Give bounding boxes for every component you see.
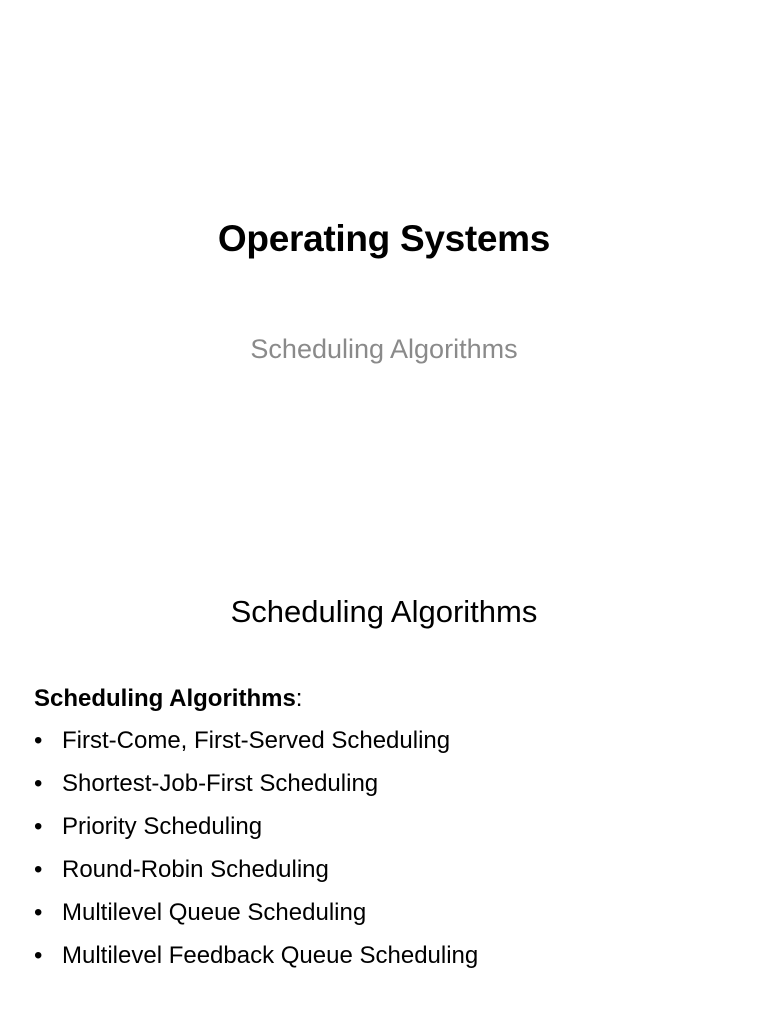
list-item — [34, 762, 748, 805]
bullet-icon: • — [34, 942, 43, 969]
content-body — [34, 677, 748, 977]
slide-title: Operating Systems — [217, 218, 551, 259]
list-item — [34, 934, 748, 977]
bullet-icon: • — [34, 727, 43, 754]
content-heading-colon: : — [295, 685, 303, 712]
content-heading — [34, 677, 748, 719]
bullet-icon: • — [34, 899, 43, 926]
list-item — [34, 719, 748, 762]
list-item-label: Multilevel Queue Scheduling — [62, 899, 367, 926]
list-item-label: Multilevel Feedback Queue Scheduling — [62, 942, 479, 969]
list-item-label: Shortest-Job-First Scheduling — [62, 770, 379, 797]
bullet-icon: • — [34, 770, 43, 797]
list-item-label: Priority Scheduling — [62, 813, 263, 840]
list-item — [34, 805, 748, 848]
algorithm-list — [34, 719, 748, 977]
list-item-label: Round-Robin Scheduling — [62, 856, 329, 883]
list-item-label: First-Come, First-Served Scheduling — [62, 727, 451, 754]
bullet-icon: • — [34, 813, 43, 840]
bullet-icon: • — [34, 856, 43, 883]
list-item — [34, 848, 748, 891]
list-item — [34, 891, 748, 934]
content-slide — [0, 512, 768, 1024]
content-slide-title: Scheduling Algorithms — [230, 594, 538, 629]
content-heading-label: Scheduling Algorithms — [34, 685, 296, 712]
slide-subtitle: Scheduling Algorithms — [250, 334, 518, 364]
